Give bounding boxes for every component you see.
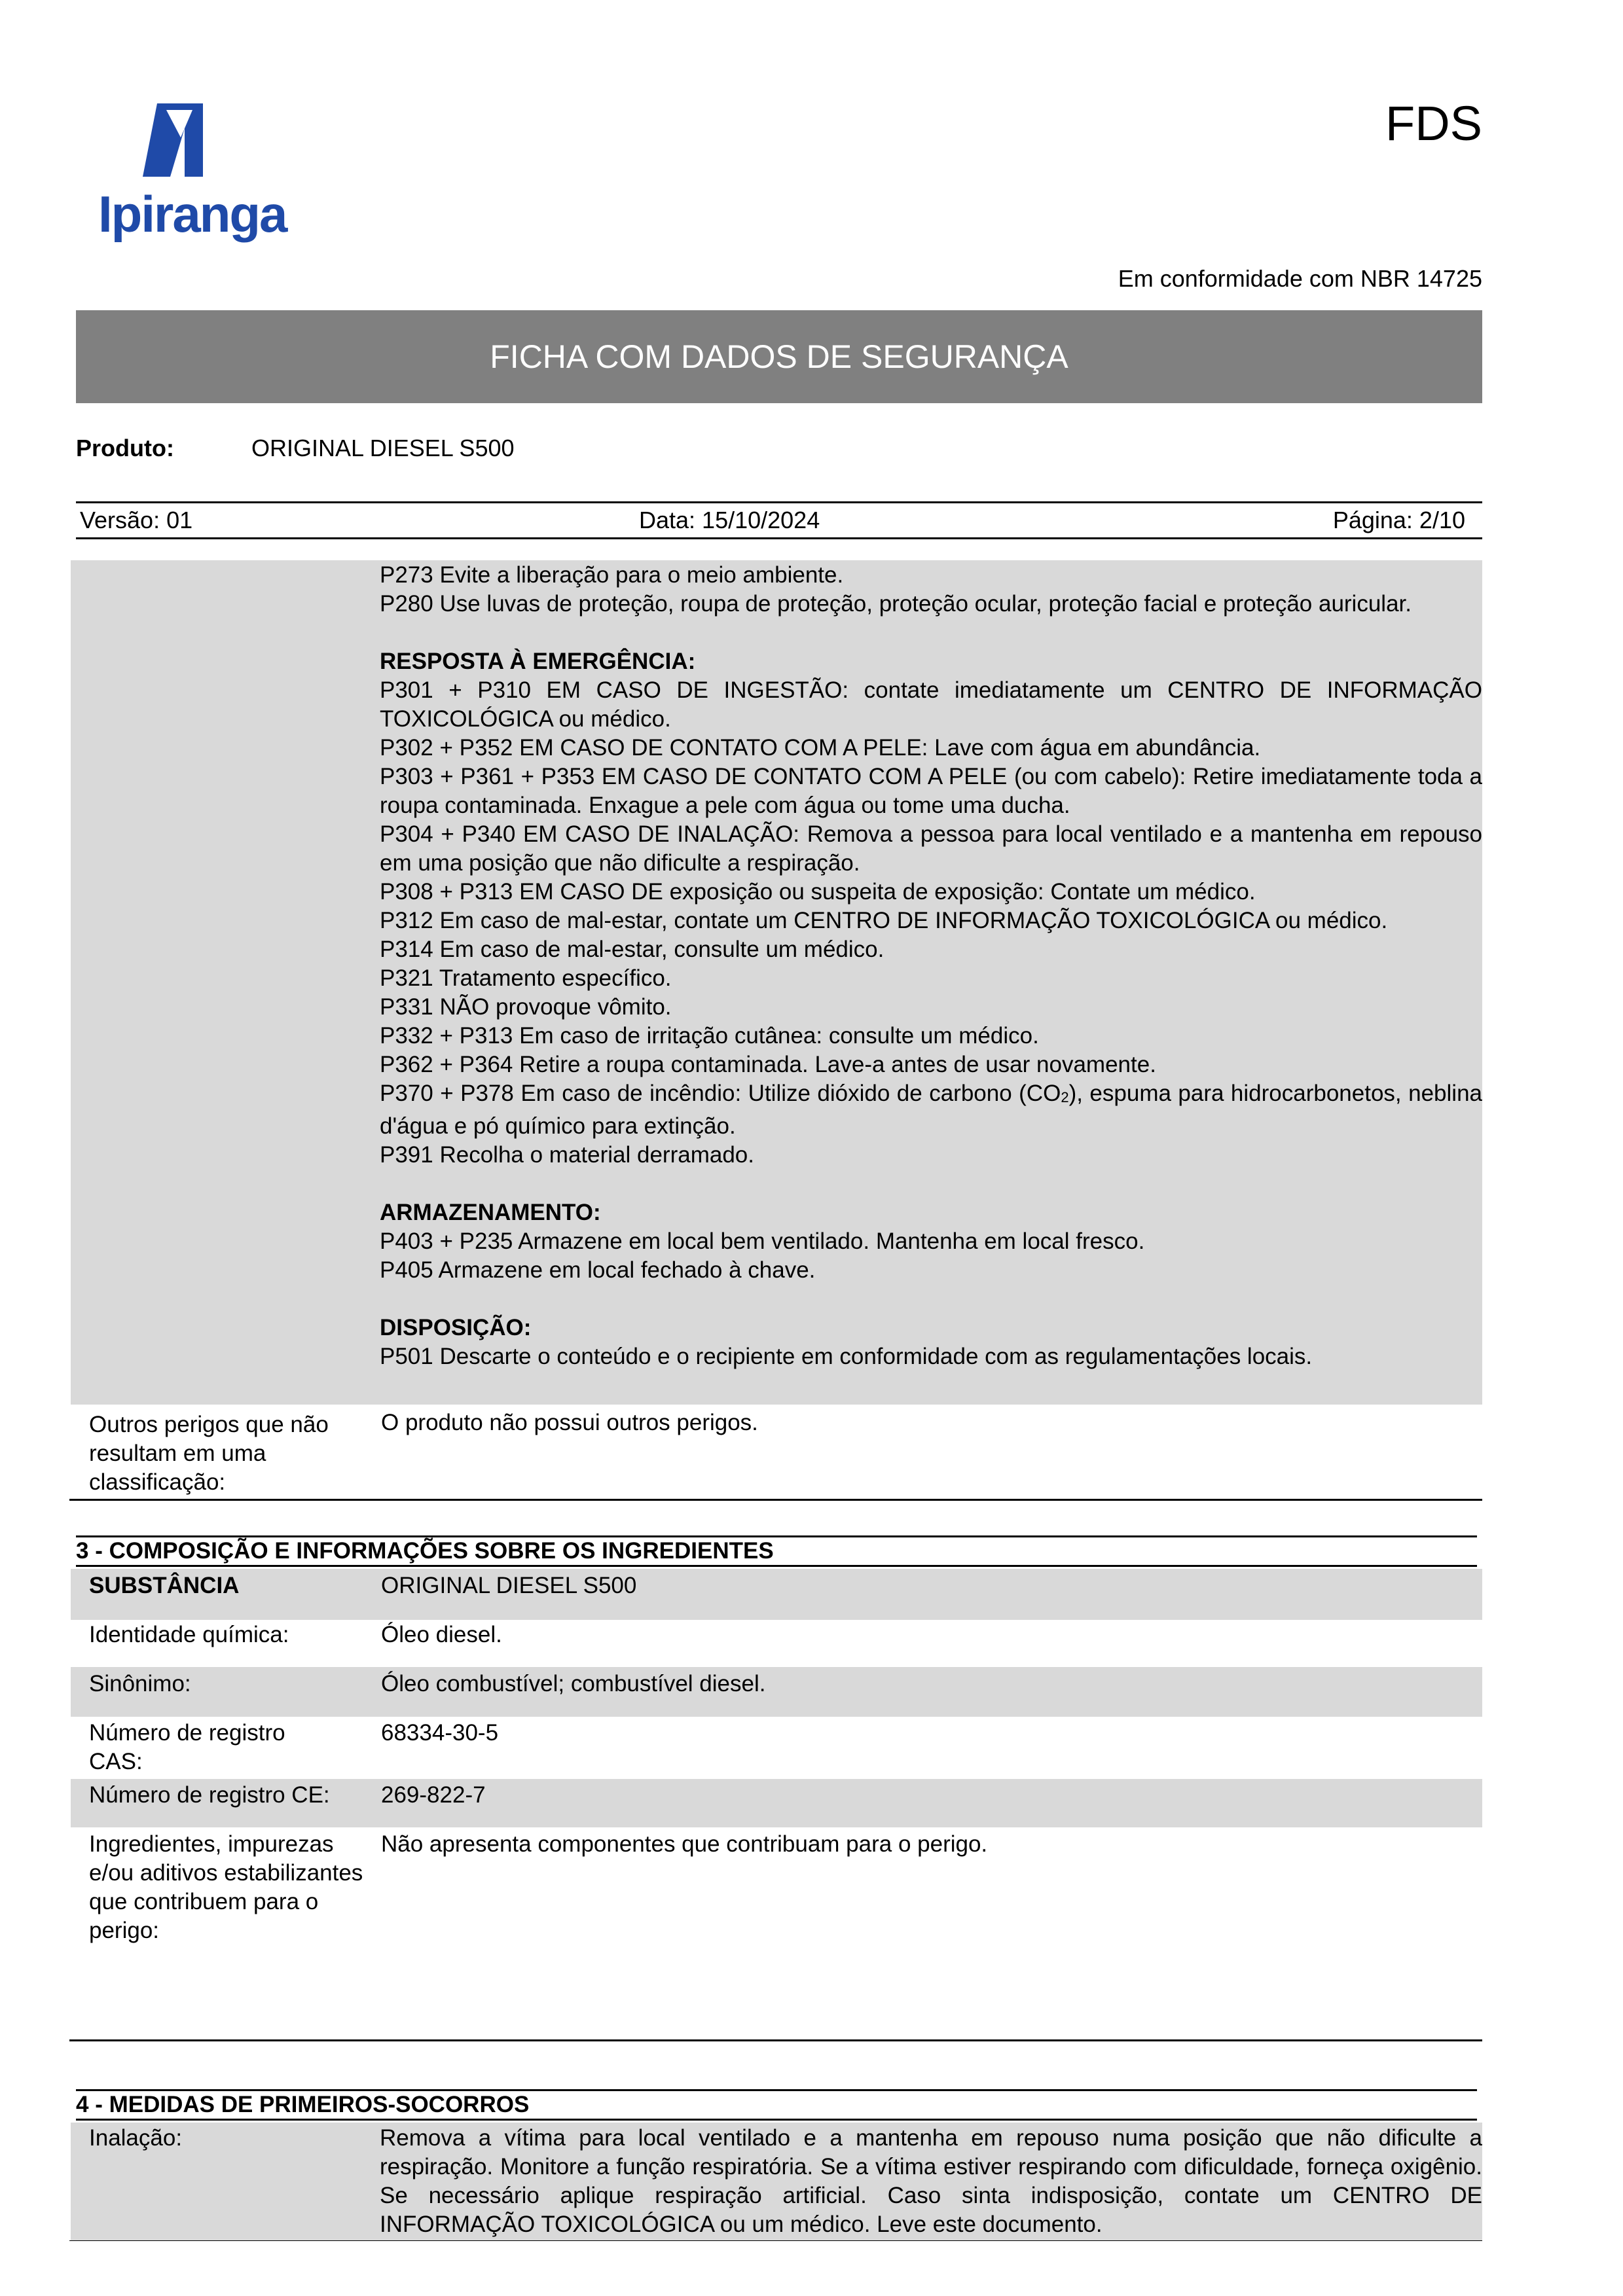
ce-label: Número de registro CE: [89, 1782, 330, 1808]
statement-p391: P391 Recolha o material derramado. [380, 1142, 754, 1168]
disposal-heading: DISPOSIÇÃO: [380, 1315, 532, 1340]
section4-title: 4 - MEDIDAS DE PRIMEIROS-SOCORROS [76, 2089, 1477, 2121]
statement-p370: P370 + P378 Em caso de incêndio: Utilize dióxido de carbono $(CO_2)$, espuma para hidrocarbonetos, neblina d'água e pó químico para extinção. [380, 1081, 1483, 1139]
statement-p303: P303 + P361 + P353 EM CASO DE CONTATO COM A PELE (ou com cabelo): Retire imediatamente toda a roupa contaminada. Enxague a pele com água ou tome uma ducha. [380, 764, 1482, 818]
statement-p321: P321 Tratamento específico. [380, 965, 672, 991]
substance-label: SUBSTÂNCIA [89, 1573, 240, 1598]
page-title: FICHA COM DADOS DE SEGURANÇA [76, 310, 1482, 403]
statement-p332: P332 + P313 Em caso de irritação cutânea: consulte um médico. [380, 1023, 1039, 1049]
statement-p501: P501 Descarte o conteúdo e o recipiente em conformidade com as regulamentações locais. [380, 1344, 1313, 1369]
cas-value: 68334-30-5 [381, 1720, 499, 1746]
synonym-label: Sinônimo: [89, 1671, 191, 1696]
section-divider [69, 2240, 1482, 2241]
substance-value: ORIGINAL DIESEL S500 [381, 1573, 637, 1598]
statement-p331: P331 NÃO provoque vômito. [380, 994, 672, 1020]
identity-value: Óleo diesel. [381, 1622, 502, 1647]
logo-mark-icon [137, 103, 210, 179]
version-text: Versão: 01 [80, 507, 193, 533]
ingredients-label: Ingredientes, impurezas e/ou aditivos estabilizantes que contribuem para o perigo: [89, 1831, 363, 1943]
inhalation-label: Inalação: [89, 2125, 183, 2151]
ingredients-value: Não apresenta componentes que contribuam para o perigo. [381, 1831, 988, 1857]
document-code: FDS [1385, 96, 1482, 151]
page-number: Página: 2/10 [1332, 507, 1465, 533]
product-value: ORIGINAL DIESEL S500 [251, 435, 515, 461]
inhalation-value: Remova a vítima para local ventilado e a mantenha em repouso numa posição que não dificulte a respiração. Monitore a função respiratória. Se a vítima estiver respirando com dificuldade, forneça oxigênio. Se necessário aplique respiração artificial. Caso sinta indisposição, contate um CENTRO DE INFORMAÇÃO TOXICOLÓGICA ou um médico. Leve este documento. [380, 2125, 1482, 2237]
version-row [76, 501, 1482, 539]
cas-label: Número de registro CAS: [89, 1720, 285, 1774]
other-hazards-value: O produto não possui outros perigos. [381, 1410, 758, 1435]
emergency-heading: RESPOSTA À EMERGÊNCIA: [380, 649, 696, 674]
statement-p403: P403 + P235 Armazene em local bem ventilado. Mantenha em local fresco. [380, 1229, 1145, 1254]
date-text: Data: 15/10/2024 [639, 507, 820, 533]
section-divider [69, 2039, 1482, 2041]
statement-p304: P304 + P340 EM CASO DE INALAÇÃO: Remova a pessoa para local ventilado e a mantenha em repouso em uma posição que não dificulte a respiração. [380, 821, 1482, 876]
product-label: Produto: [76, 435, 174, 461]
synonym-value: Óleo combustível; combustível diesel. [381, 1671, 766, 1696]
storage-heading: ARMAZENAMENTO: [380, 1200, 601, 1225]
section-divider [69, 1499, 1482, 1501]
statement-p308: P308 + P313 EM CASO DE exposição ou suspeita de exposição: Contate um médico. [380, 879, 1256, 905]
logo-wordmark: Ipiranga [98, 185, 287, 243]
conformity-note: Em conformidade com NBR 14725 [1118, 265, 1482, 292]
company-logo [98, 98, 287, 243]
statement-p312: P312 Em caso de mal-estar, contate um CENTRO DE INFORMAÇÃO TOXICOLÓGICA ou médico. [380, 908, 1388, 933]
statement-p280: P280 Use luvas de proteção, roupa de proteção, proteção ocular, proteção facial e proteção auricular. [380, 591, 1412, 617]
statement-p301: P301 + P310 EM CASO DE INGESTÃO: contate imediatamente um CENTRO DE INFORMAÇÃO TOXICOLÓGICA ou médico. [380, 677, 1482, 732]
precautionary-statements [380, 561, 1482, 1371]
statement-p273: P273 Evite a liberação para o meio ambiente. [380, 562, 844, 588]
statement-p302: P302 + P352 EM CASO DE CONTATO COM A PELE: Lave com água em abundância. [380, 735, 1261, 761]
statement-p405: P405 Armazene em local fechado à chave. [380, 1257, 816, 1283]
other-hazards-label: Outros perigos que não resultam em uma classificação: [89, 1412, 329, 1495]
statement-p362: P362 + P364 Retire a roupa contaminada. Lave-a antes de usar novamente. [380, 1052, 1156, 1077]
section3-title: 3 - COMPOSIÇÃO E INFORMAÇÕES SOBRE OS INGREDIENTES [76, 1535, 1477, 1567]
identity-label: Identidade química: [89, 1622, 289, 1647]
statement-p314: P314 Em caso de mal-estar, consulte um médico. [380, 937, 884, 962]
ce-value: 269-822-7 [381, 1782, 486, 1808]
